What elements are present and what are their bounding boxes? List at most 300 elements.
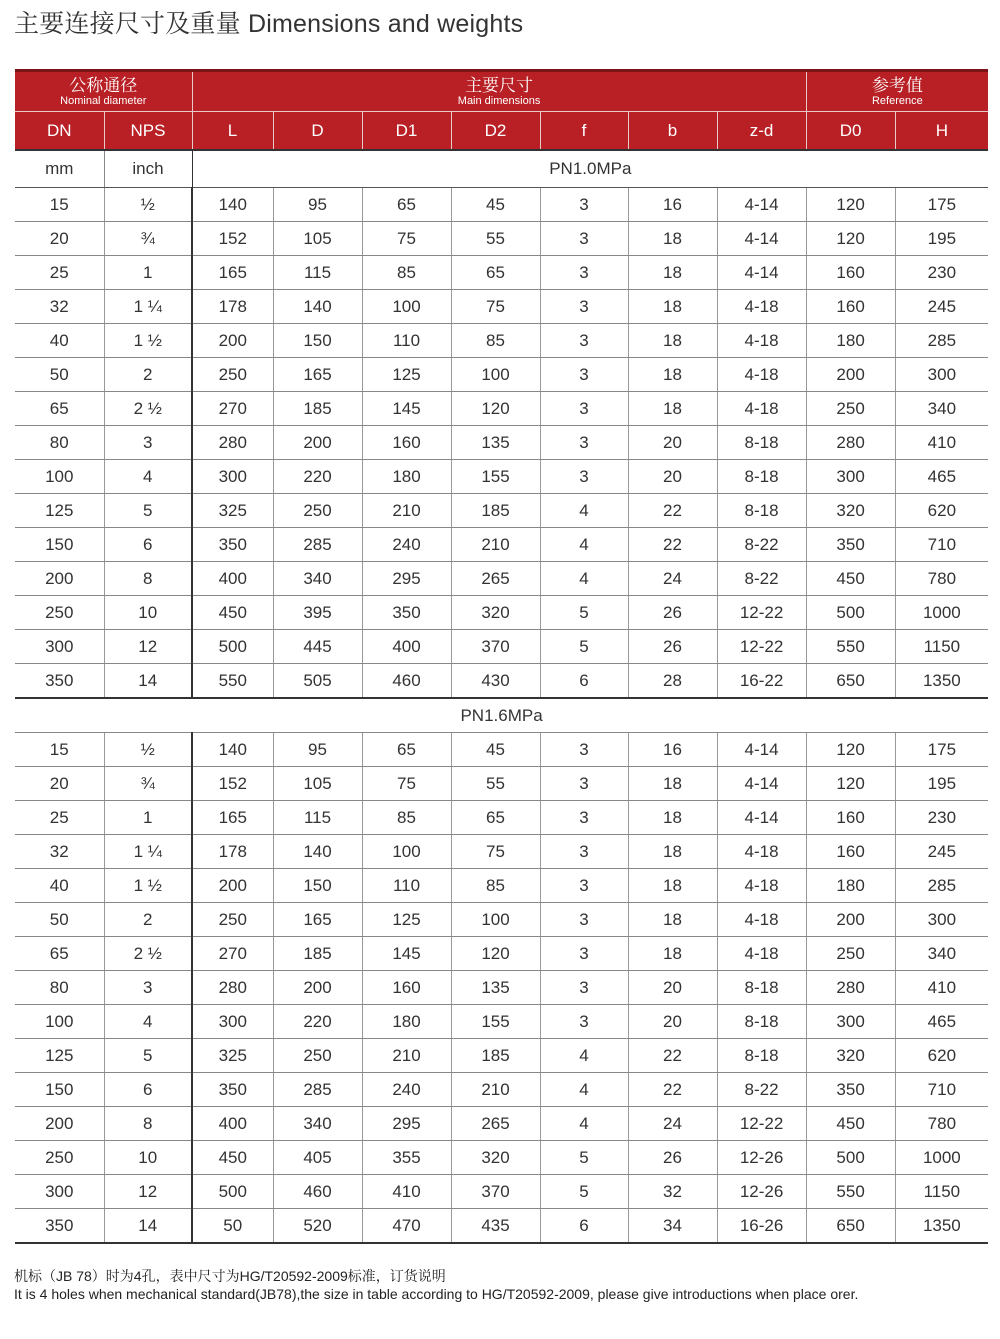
cell-b: 24 bbox=[628, 562, 717, 596]
cell-d1: 400 bbox=[362, 630, 451, 664]
cell-d0: 650 bbox=[806, 1209, 895, 1244]
cell-b: 22 bbox=[628, 1073, 717, 1107]
cell-z-d: 4-18 bbox=[717, 290, 806, 324]
cell-d: 115 bbox=[273, 801, 362, 835]
col-header-f: f bbox=[540, 112, 628, 151]
cell-d0: 350 bbox=[806, 1073, 895, 1107]
table-row bbox=[15, 426, 988, 460]
cell-f: 5 bbox=[540, 630, 628, 664]
group-label-en: Nominal diameter bbox=[60, 94, 147, 107]
cell-z-d: 4-18 bbox=[717, 324, 806, 358]
cell-z-d: 4-18 bbox=[717, 903, 806, 937]
cell-d2: 135 bbox=[451, 426, 540, 460]
cell-d2: 55 bbox=[451, 222, 540, 256]
cell-d0: 500 bbox=[806, 596, 895, 630]
cell-nps: 1 bbox=[104, 801, 192, 835]
cell-f: 3 bbox=[540, 290, 628, 324]
cell-dn: 250 bbox=[15, 596, 104, 630]
group-label-zh: 主要尺寸 bbox=[465, 75, 534, 95]
cell-f: 3 bbox=[540, 426, 628, 460]
cell-z-d: 4-14 bbox=[717, 767, 806, 801]
cell-h: 620 bbox=[895, 494, 988, 528]
cell-d0: 120 bbox=[806, 188, 895, 222]
cell-b: 18 bbox=[628, 324, 717, 358]
cell-d1: 145 bbox=[362, 937, 451, 971]
cell-d: 340 bbox=[273, 562, 362, 596]
cell-dn: 80 bbox=[15, 426, 104, 460]
cell-d: 250 bbox=[273, 494, 362, 528]
cell-d0: 450 bbox=[806, 562, 895, 596]
cell-z-d: 8-22 bbox=[717, 1073, 806, 1107]
cell-h: 245 bbox=[895, 290, 988, 324]
cell-d2: 65 bbox=[451, 256, 540, 290]
cell-d0: 120 bbox=[806, 733, 895, 767]
cell-d: 220 bbox=[273, 460, 362, 494]
cell-d: 95 bbox=[273, 188, 362, 222]
cell-l: 500 bbox=[192, 630, 273, 664]
cell-d1: 210 bbox=[362, 494, 451, 528]
cell-d1: 160 bbox=[362, 971, 451, 1005]
cell-h: 465 bbox=[895, 1005, 988, 1039]
cell-d: 285 bbox=[273, 1073, 362, 1107]
cell-b: 18 bbox=[628, 903, 717, 937]
cell-d: 505 bbox=[273, 664, 362, 699]
cell-d2: 55 bbox=[451, 767, 540, 801]
page-title: 主要连接尺寸及重量 Dimensions and weights bbox=[14, 10, 524, 38]
cell-z-d: 4-14 bbox=[717, 188, 806, 222]
cell-l: 280 bbox=[192, 971, 273, 1005]
cell-f: 4 bbox=[540, 1073, 628, 1107]
section-label: PN1.0MPa bbox=[192, 150, 988, 188]
cell-f: 3 bbox=[540, 460, 628, 494]
cell-d2: 75 bbox=[451, 835, 540, 869]
cell-d1: 65 bbox=[362, 733, 451, 767]
cell-dn: 150 bbox=[15, 1073, 104, 1107]
cell-d2: 45 bbox=[451, 188, 540, 222]
cell-nps: 6 bbox=[104, 528, 192, 562]
table-row bbox=[15, 767, 988, 801]
cell-b: 18 bbox=[628, 290, 717, 324]
cell-d0: 160 bbox=[806, 801, 895, 835]
cell-f: 3 bbox=[540, 903, 628, 937]
cell-z-d: 12-26 bbox=[717, 1141, 806, 1175]
cell-d1: 65 bbox=[362, 188, 451, 222]
cell-d2: 370 bbox=[451, 630, 540, 664]
cell-z-d: 8-18 bbox=[717, 1039, 806, 1073]
cell-d2: 45 bbox=[451, 733, 540, 767]
group-reference bbox=[806, 71, 988, 112]
cell-b: 34 bbox=[628, 1209, 717, 1244]
cell-h: 1150 bbox=[895, 630, 988, 664]
cell-dn: 300 bbox=[15, 630, 104, 664]
cell-d2: 265 bbox=[451, 1107, 540, 1141]
cell-h: 1000 bbox=[895, 1141, 988, 1175]
cell-nps: 2 bbox=[104, 358, 192, 392]
cell-b: 18 bbox=[628, 256, 717, 290]
cell-d1: 460 bbox=[362, 664, 451, 699]
cell-h: 195 bbox=[895, 767, 988, 801]
cell-z-d: 12-22 bbox=[717, 1107, 806, 1141]
cell-z-d: 8-22 bbox=[717, 562, 806, 596]
cell-nps: 8 bbox=[104, 562, 192, 596]
table-row bbox=[15, 937, 988, 971]
cell-l: 400 bbox=[192, 562, 273, 596]
cell-h: 340 bbox=[895, 392, 988, 426]
cell-nps: ½ bbox=[104, 733, 192, 767]
unit-mm: mm bbox=[15, 150, 104, 188]
table-row bbox=[15, 869, 988, 903]
cell-b: 20 bbox=[628, 460, 717, 494]
cell-d: 405 bbox=[273, 1141, 362, 1175]
cell-d: 520 bbox=[273, 1209, 362, 1244]
cell-d1: 180 bbox=[362, 460, 451, 494]
cell-dn: 125 bbox=[15, 494, 104, 528]
col-header-dn: DN bbox=[15, 112, 104, 151]
cell-l: 550 bbox=[192, 664, 273, 699]
cell-d1: 100 bbox=[362, 835, 451, 869]
cell-b: 26 bbox=[628, 1141, 717, 1175]
cell-nps: 5 bbox=[104, 1039, 192, 1073]
cell-b: 18 bbox=[628, 392, 717, 426]
cell-nps: 2 ½ bbox=[104, 937, 192, 971]
table-row bbox=[15, 801, 988, 835]
cell-d0: 650 bbox=[806, 664, 895, 699]
cell-d2: 100 bbox=[451, 358, 540, 392]
cell-dn: 200 bbox=[15, 562, 104, 596]
cell-d1: 240 bbox=[362, 528, 451, 562]
cell-d1: 110 bbox=[362, 869, 451, 903]
cell-h: 175 bbox=[895, 188, 988, 222]
cell-z-d: 4-14 bbox=[717, 222, 806, 256]
cell-dn: 50 bbox=[15, 358, 104, 392]
cell-h: 710 bbox=[895, 1073, 988, 1107]
cell-d: 395 bbox=[273, 596, 362, 630]
cell-l: 152 bbox=[192, 767, 273, 801]
cell-f: 3 bbox=[540, 324, 628, 358]
unit-row bbox=[15, 150, 988, 188]
table-row bbox=[15, 460, 988, 494]
cell-d: 200 bbox=[273, 971, 362, 1005]
cell-h: 230 bbox=[895, 256, 988, 290]
cell-h: 1350 bbox=[895, 1209, 988, 1244]
cell-d: 185 bbox=[273, 392, 362, 426]
table-row bbox=[15, 1107, 988, 1141]
cell-nps: 14 bbox=[104, 664, 192, 699]
cell-b: 32 bbox=[628, 1175, 717, 1209]
cell-d2: 185 bbox=[451, 1039, 540, 1073]
cell-d2: 85 bbox=[451, 324, 540, 358]
cell-dn: 250 bbox=[15, 1141, 104, 1175]
cell-z-d: 8-18 bbox=[717, 494, 806, 528]
table-row bbox=[15, 1073, 988, 1107]
cell-d2: 370 bbox=[451, 1175, 540, 1209]
cell-l: 400 bbox=[192, 1107, 273, 1141]
cell-d0: 250 bbox=[806, 937, 895, 971]
cell-nps: 1 ¼ bbox=[104, 835, 192, 869]
cell-nps: 6 bbox=[104, 1073, 192, 1107]
cell-h: 780 bbox=[895, 562, 988, 596]
cell-b: 18 bbox=[628, 937, 717, 971]
cell-dn: 15 bbox=[15, 188, 104, 222]
cell-d1: 240 bbox=[362, 1073, 451, 1107]
cell-nps: 12 bbox=[104, 630, 192, 664]
cell-d: 445 bbox=[273, 630, 362, 664]
cell-d2: 75 bbox=[451, 290, 540, 324]
table-row bbox=[15, 392, 988, 426]
cell-d2: 265 bbox=[451, 562, 540, 596]
cell-b: 18 bbox=[628, 767, 717, 801]
cell-f: 3 bbox=[540, 835, 628, 869]
cell-l: 50 bbox=[192, 1209, 273, 1244]
cell-l: 152 bbox=[192, 222, 273, 256]
cell-d: 285 bbox=[273, 528, 362, 562]
table-row bbox=[15, 596, 988, 630]
table-row bbox=[15, 290, 988, 324]
cell-h: 300 bbox=[895, 903, 988, 937]
cell-d1: 100 bbox=[362, 290, 451, 324]
cell-b: 18 bbox=[628, 835, 717, 869]
cell-dn: 32 bbox=[15, 290, 104, 324]
table-row bbox=[15, 1175, 988, 1209]
cell-b: 16 bbox=[628, 733, 717, 767]
cell-b: 28 bbox=[628, 664, 717, 699]
cell-d0: 180 bbox=[806, 869, 895, 903]
cell-d0: 160 bbox=[806, 290, 895, 324]
cell-f: 5 bbox=[540, 1141, 628, 1175]
cell-dn: 40 bbox=[15, 324, 104, 358]
cell-d: 185 bbox=[273, 937, 362, 971]
cell-d: 250 bbox=[273, 1039, 362, 1073]
cell-l: 178 bbox=[192, 835, 273, 869]
group-label-zh: 公称通径 bbox=[69, 75, 138, 95]
cell-f: 6 bbox=[540, 1209, 628, 1244]
cell-z-d: 8-18 bbox=[717, 460, 806, 494]
section-label: PN1.6MPa bbox=[15, 698, 988, 733]
cell-dn: 25 bbox=[15, 801, 104, 835]
cell-l: 140 bbox=[192, 188, 273, 222]
dimensions-table bbox=[15, 69, 988, 1244]
cell-h: 410 bbox=[895, 426, 988, 460]
cell-d0: 300 bbox=[806, 1005, 895, 1039]
cell-f: 3 bbox=[540, 222, 628, 256]
table-row bbox=[15, 835, 988, 869]
cell-z-d: 8-18 bbox=[717, 971, 806, 1005]
cell-f: 3 bbox=[540, 971, 628, 1005]
cell-f: 6 bbox=[540, 664, 628, 699]
table-row bbox=[15, 188, 988, 222]
table-row bbox=[15, 971, 988, 1005]
cell-z-d: 12-22 bbox=[717, 630, 806, 664]
cell-h: 285 bbox=[895, 324, 988, 358]
cell-dn: 25 bbox=[15, 256, 104, 290]
cell-f: 3 bbox=[540, 869, 628, 903]
cell-nps: ¾ bbox=[104, 767, 192, 801]
table-row bbox=[15, 1005, 988, 1039]
cell-l: 270 bbox=[192, 937, 273, 971]
cell-d0: 300 bbox=[806, 460, 895, 494]
table-row bbox=[15, 256, 988, 290]
cell-b: 22 bbox=[628, 528, 717, 562]
cell-nps: 2 ½ bbox=[104, 392, 192, 426]
cell-f: 3 bbox=[540, 358, 628, 392]
section-row bbox=[15, 698, 988, 733]
cell-d: 140 bbox=[273, 290, 362, 324]
cell-f: 5 bbox=[540, 1175, 628, 1209]
cell-nps: 5 bbox=[104, 494, 192, 528]
cell-b: 20 bbox=[628, 971, 717, 1005]
cell-d1: 145 bbox=[362, 392, 451, 426]
cell-h: 230 bbox=[895, 801, 988, 835]
group-label-zh: 参考值 bbox=[871, 75, 923, 95]
cell-z-d: 4-14 bbox=[717, 801, 806, 835]
unit-inch: inch bbox=[104, 150, 192, 188]
cell-f: 3 bbox=[540, 1005, 628, 1039]
cell-nps: 8 bbox=[104, 1107, 192, 1141]
cell-d0: 550 bbox=[806, 1175, 895, 1209]
cell-z-d: 16-22 bbox=[717, 664, 806, 699]
cell-l: 280 bbox=[192, 426, 273, 460]
cell-d0: 320 bbox=[806, 494, 895, 528]
cell-d: 150 bbox=[273, 324, 362, 358]
cell-nps: 1 ¼ bbox=[104, 290, 192, 324]
cell-d: 150 bbox=[273, 869, 362, 903]
cell-h: 710 bbox=[895, 528, 988, 562]
cell-d2: 100 bbox=[451, 903, 540, 937]
cell-l: 300 bbox=[192, 460, 273, 494]
cell-d2: 320 bbox=[451, 596, 540, 630]
table-row bbox=[15, 528, 988, 562]
cell-z-d: 4-18 bbox=[717, 835, 806, 869]
cell-d2: 120 bbox=[451, 937, 540, 971]
cell-dn: 350 bbox=[15, 664, 104, 699]
col-header-l: L bbox=[192, 112, 273, 151]
cell-f: 3 bbox=[540, 256, 628, 290]
cell-d: 165 bbox=[273, 358, 362, 392]
cell-dn: 65 bbox=[15, 937, 104, 971]
cell-f: 4 bbox=[540, 528, 628, 562]
group-label-en: Reference bbox=[871, 94, 923, 107]
cell-h: 1000 bbox=[895, 596, 988, 630]
cell-b: 20 bbox=[628, 426, 717, 460]
header-group-row bbox=[15, 71, 988, 112]
cell-nps: 4 bbox=[104, 1005, 192, 1039]
cell-dn: 20 bbox=[15, 767, 104, 801]
cell-l: 165 bbox=[192, 801, 273, 835]
cell-nps: 10 bbox=[104, 1141, 192, 1175]
cell-d1: 110 bbox=[362, 324, 451, 358]
cell-dn: 300 bbox=[15, 1175, 104, 1209]
cell-l: 200 bbox=[192, 324, 273, 358]
group-nominal-diameter bbox=[15, 71, 192, 112]
cell-dn: 20 bbox=[15, 222, 104, 256]
cell-f: 4 bbox=[540, 562, 628, 596]
cell-b: 20 bbox=[628, 1005, 717, 1039]
cell-h: 1350 bbox=[895, 664, 988, 699]
cell-l: 350 bbox=[192, 528, 273, 562]
cell-h: 300 bbox=[895, 358, 988, 392]
table-row bbox=[15, 1039, 988, 1073]
cell-b: 18 bbox=[628, 801, 717, 835]
cell-b: 22 bbox=[628, 494, 717, 528]
cell-b: 24 bbox=[628, 1107, 717, 1141]
cell-d1: 75 bbox=[362, 222, 451, 256]
cell-d1: 210 bbox=[362, 1039, 451, 1073]
cell-f: 4 bbox=[540, 1107, 628, 1141]
cell-d1: 125 bbox=[362, 358, 451, 392]
cell-l: 300 bbox=[192, 1005, 273, 1039]
cell-b: 18 bbox=[628, 222, 717, 256]
cell-d1: 160 bbox=[362, 426, 451, 460]
cell-d1: 125 bbox=[362, 903, 451, 937]
cell-d2: 65 bbox=[451, 801, 540, 835]
col-header-b: b bbox=[628, 112, 717, 151]
cell-d: 140 bbox=[273, 835, 362, 869]
cell-dn: 40 bbox=[15, 869, 104, 903]
cell-l: 178 bbox=[192, 290, 273, 324]
cell-f: 4 bbox=[540, 494, 628, 528]
cell-h: 620 bbox=[895, 1039, 988, 1073]
cell-d2: 185 bbox=[451, 494, 540, 528]
cell-f: 3 bbox=[540, 733, 628, 767]
cell-d2: 85 bbox=[451, 869, 540, 903]
col-header-d2: D2 bbox=[451, 112, 540, 151]
cell-h: 195 bbox=[895, 222, 988, 256]
cell-nps: 1 ½ bbox=[104, 869, 192, 903]
cell-l: 250 bbox=[192, 903, 273, 937]
col-header-z-d: z-d bbox=[717, 112, 806, 151]
table-row bbox=[15, 733, 988, 767]
cell-d1: 350 bbox=[362, 596, 451, 630]
cell-nps: 14 bbox=[104, 1209, 192, 1244]
cell-d: 95 bbox=[273, 733, 362, 767]
cell-l: 450 bbox=[192, 596, 273, 630]
cell-z-d: 12-22 bbox=[717, 596, 806, 630]
cell-z-d: 8-22 bbox=[717, 528, 806, 562]
col-header-h: H bbox=[895, 112, 988, 151]
cell-l: 325 bbox=[192, 494, 273, 528]
cell-d0: 350 bbox=[806, 528, 895, 562]
cell-h: 340 bbox=[895, 937, 988, 971]
cell-nps: 3 bbox=[104, 426, 192, 460]
cell-d0: 320 bbox=[806, 1039, 895, 1073]
cell-dn: 150 bbox=[15, 528, 104, 562]
cell-l: 140 bbox=[192, 733, 273, 767]
cell-l: 200 bbox=[192, 869, 273, 903]
cell-d2: 210 bbox=[451, 528, 540, 562]
cell-d: 105 bbox=[273, 222, 362, 256]
footer-note bbox=[14, 1267, 858, 1303]
cell-d0: 120 bbox=[806, 767, 895, 801]
col-header-d1: D1 bbox=[362, 112, 451, 151]
cell-d0: 160 bbox=[806, 256, 895, 290]
footer-note-zh: 机标（JB 78）时为4孔，表中尺寸为HG/T20592-2009标准，订货说明 bbox=[14, 1268, 446, 1284]
cell-d2: 155 bbox=[451, 460, 540, 494]
cell-d1: 470 bbox=[362, 1209, 451, 1244]
cell-l: 250 bbox=[192, 358, 273, 392]
cell-d2: 120 bbox=[451, 392, 540, 426]
cell-nps: 2 bbox=[104, 903, 192, 937]
cell-dn: 350 bbox=[15, 1209, 104, 1244]
cell-d1: 85 bbox=[362, 256, 451, 290]
cell-d1: 295 bbox=[362, 562, 451, 596]
cell-f: 3 bbox=[540, 937, 628, 971]
cell-l: 450 bbox=[192, 1141, 273, 1175]
cell-dn: 80 bbox=[15, 971, 104, 1005]
cell-z-d: 4-18 bbox=[717, 392, 806, 426]
cell-f: 4 bbox=[540, 1039, 628, 1073]
cell-d0: 180 bbox=[806, 324, 895, 358]
cell-b: 26 bbox=[628, 630, 717, 664]
